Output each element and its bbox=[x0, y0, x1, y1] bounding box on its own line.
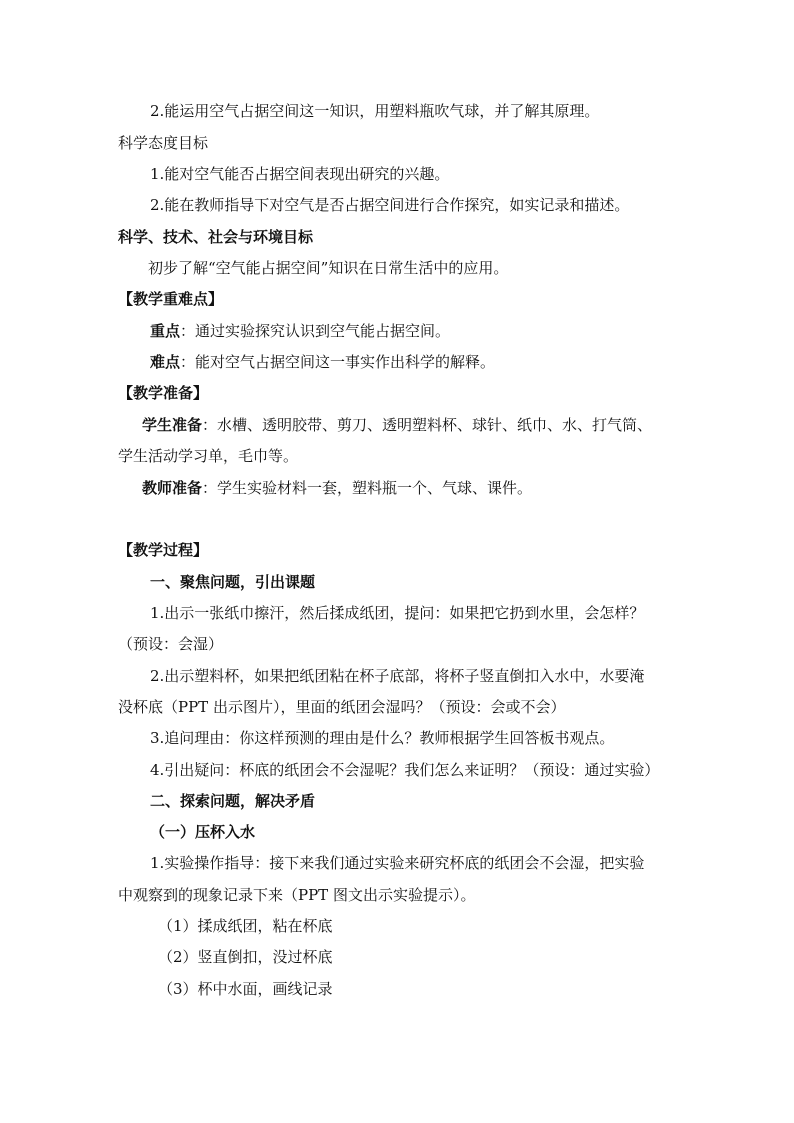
attitude-goal-1: 1.能对空气能否占据空间表现出研究的兴趣。 bbox=[150, 165, 450, 183]
step-one-item-3: 3.追问理由：你这样预测的理由是什么？教师根据学生回答板书观点。 bbox=[150, 729, 615, 747]
teacher-prep-text: ：学生实验材料一套，塑料瓶一个、气球、课件。 bbox=[202, 479, 533, 497]
key-point-line bbox=[150, 319, 450, 343]
sub-step-heading: （一）压杯入水 bbox=[150, 823, 256, 841]
teacher-prep-line bbox=[142, 476, 532, 500]
experiment-guide-cont: 中观察到的现象记录下来（PPT 图文出示实验提示）。 bbox=[118, 886, 476, 904]
experiment-step-1: （1）揉成纸团，粘在杯底 bbox=[158, 917, 333, 935]
teacher-prep-label: 教师准备 bbox=[142, 479, 203, 497]
student-prep-label: 学生准备 bbox=[142, 416, 203, 434]
ability-goal-2: 2.能运用空气占据空间这一知识，用塑料瓶吹气球，并了解其原理。 bbox=[150, 102, 600, 120]
step-one-item-2-cont: 没杯底（PPT 出示图片），里面的纸团会湿吗？（预设：会或不会） bbox=[118, 698, 566, 716]
student-prep-continued: 学生活动学习单，毛巾等。 bbox=[118, 447, 299, 465]
key-point-label: 重点 bbox=[150, 322, 181, 340]
student-prep-line bbox=[142, 413, 652, 437]
experiment-guide: 1.实验操作指导：接下来我们通过实验来研究杯底的纸团会不会湿，把实验 bbox=[150, 854, 645, 872]
section-process: 【教学过程】 bbox=[118, 541, 209, 559]
experiment-step-2: （2）竖直倒扣，没过杯底 bbox=[158, 948, 333, 966]
section-preparation: 【教学准备】 bbox=[118, 384, 209, 402]
attitude-goal-2: 2.能在教师指导下对空气是否占据空间进行合作探究，如实记录和描述。 bbox=[150, 196, 630, 214]
experiment-step-3: （3）杯中水面，画线记录 bbox=[158, 980, 333, 998]
attitude-goal-heading: 科学态度目标 bbox=[118, 134, 209, 152]
step-one-item-2: 2.出示塑料杯，如果把纸团粘在杯子底部，将杯子竖直倒扣入水中，水要淹 bbox=[150, 667, 645, 685]
step-one-item-4: 4.引出疑问：杯底的纸团会不会湿呢？我们怎么来证明？（预设：通过实验） bbox=[150, 761, 660, 779]
step-one-item-1-cont: （预设：会湿） bbox=[118, 635, 224, 653]
key-point-text: ：通过实验探究认识到空气能占据空间。 bbox=[180, 322, 451, 340]
step-two-heading: 二、探索问题，解决矛盾 bbox=[150, 792, 316, 810]
stse-goal-text: 初步了解“空气能占据空间”知识在日常生活中的应用。 bbox=[148, 259, 509, 277]
step-one-item-1: 1.出示一张纸巾擦汗，然后揉成纸团，提问：如果把它扔到水里，会怎样？ bbox=[150, 604, 645, 622]
stse-goal-heading: 科学、技术、社会与环境目标 bbox=[118, 228, 314, 246]
step-one-heading: 一、聚焦问题，引出课题 bbox=[150, 573, 316, 591]
difficulty-label: 难点 bbox=[150, 353, 181, 371]
section-key-points: 【教学重难点】 bbox=[118, 290, 224, 308]
difficulty-line bbox=[150, 350, 495, 374]
student-prep-text: ：水槽、透明胶带、剪刀、透明塑料杯、球针、纸巾、水、打气筒、 bbox=[202, 416, 653, 434]
difficulty-text: ：能对空气占据空间这一事实作出科学的解释。 bbox=[180, 353, 496, 371]
